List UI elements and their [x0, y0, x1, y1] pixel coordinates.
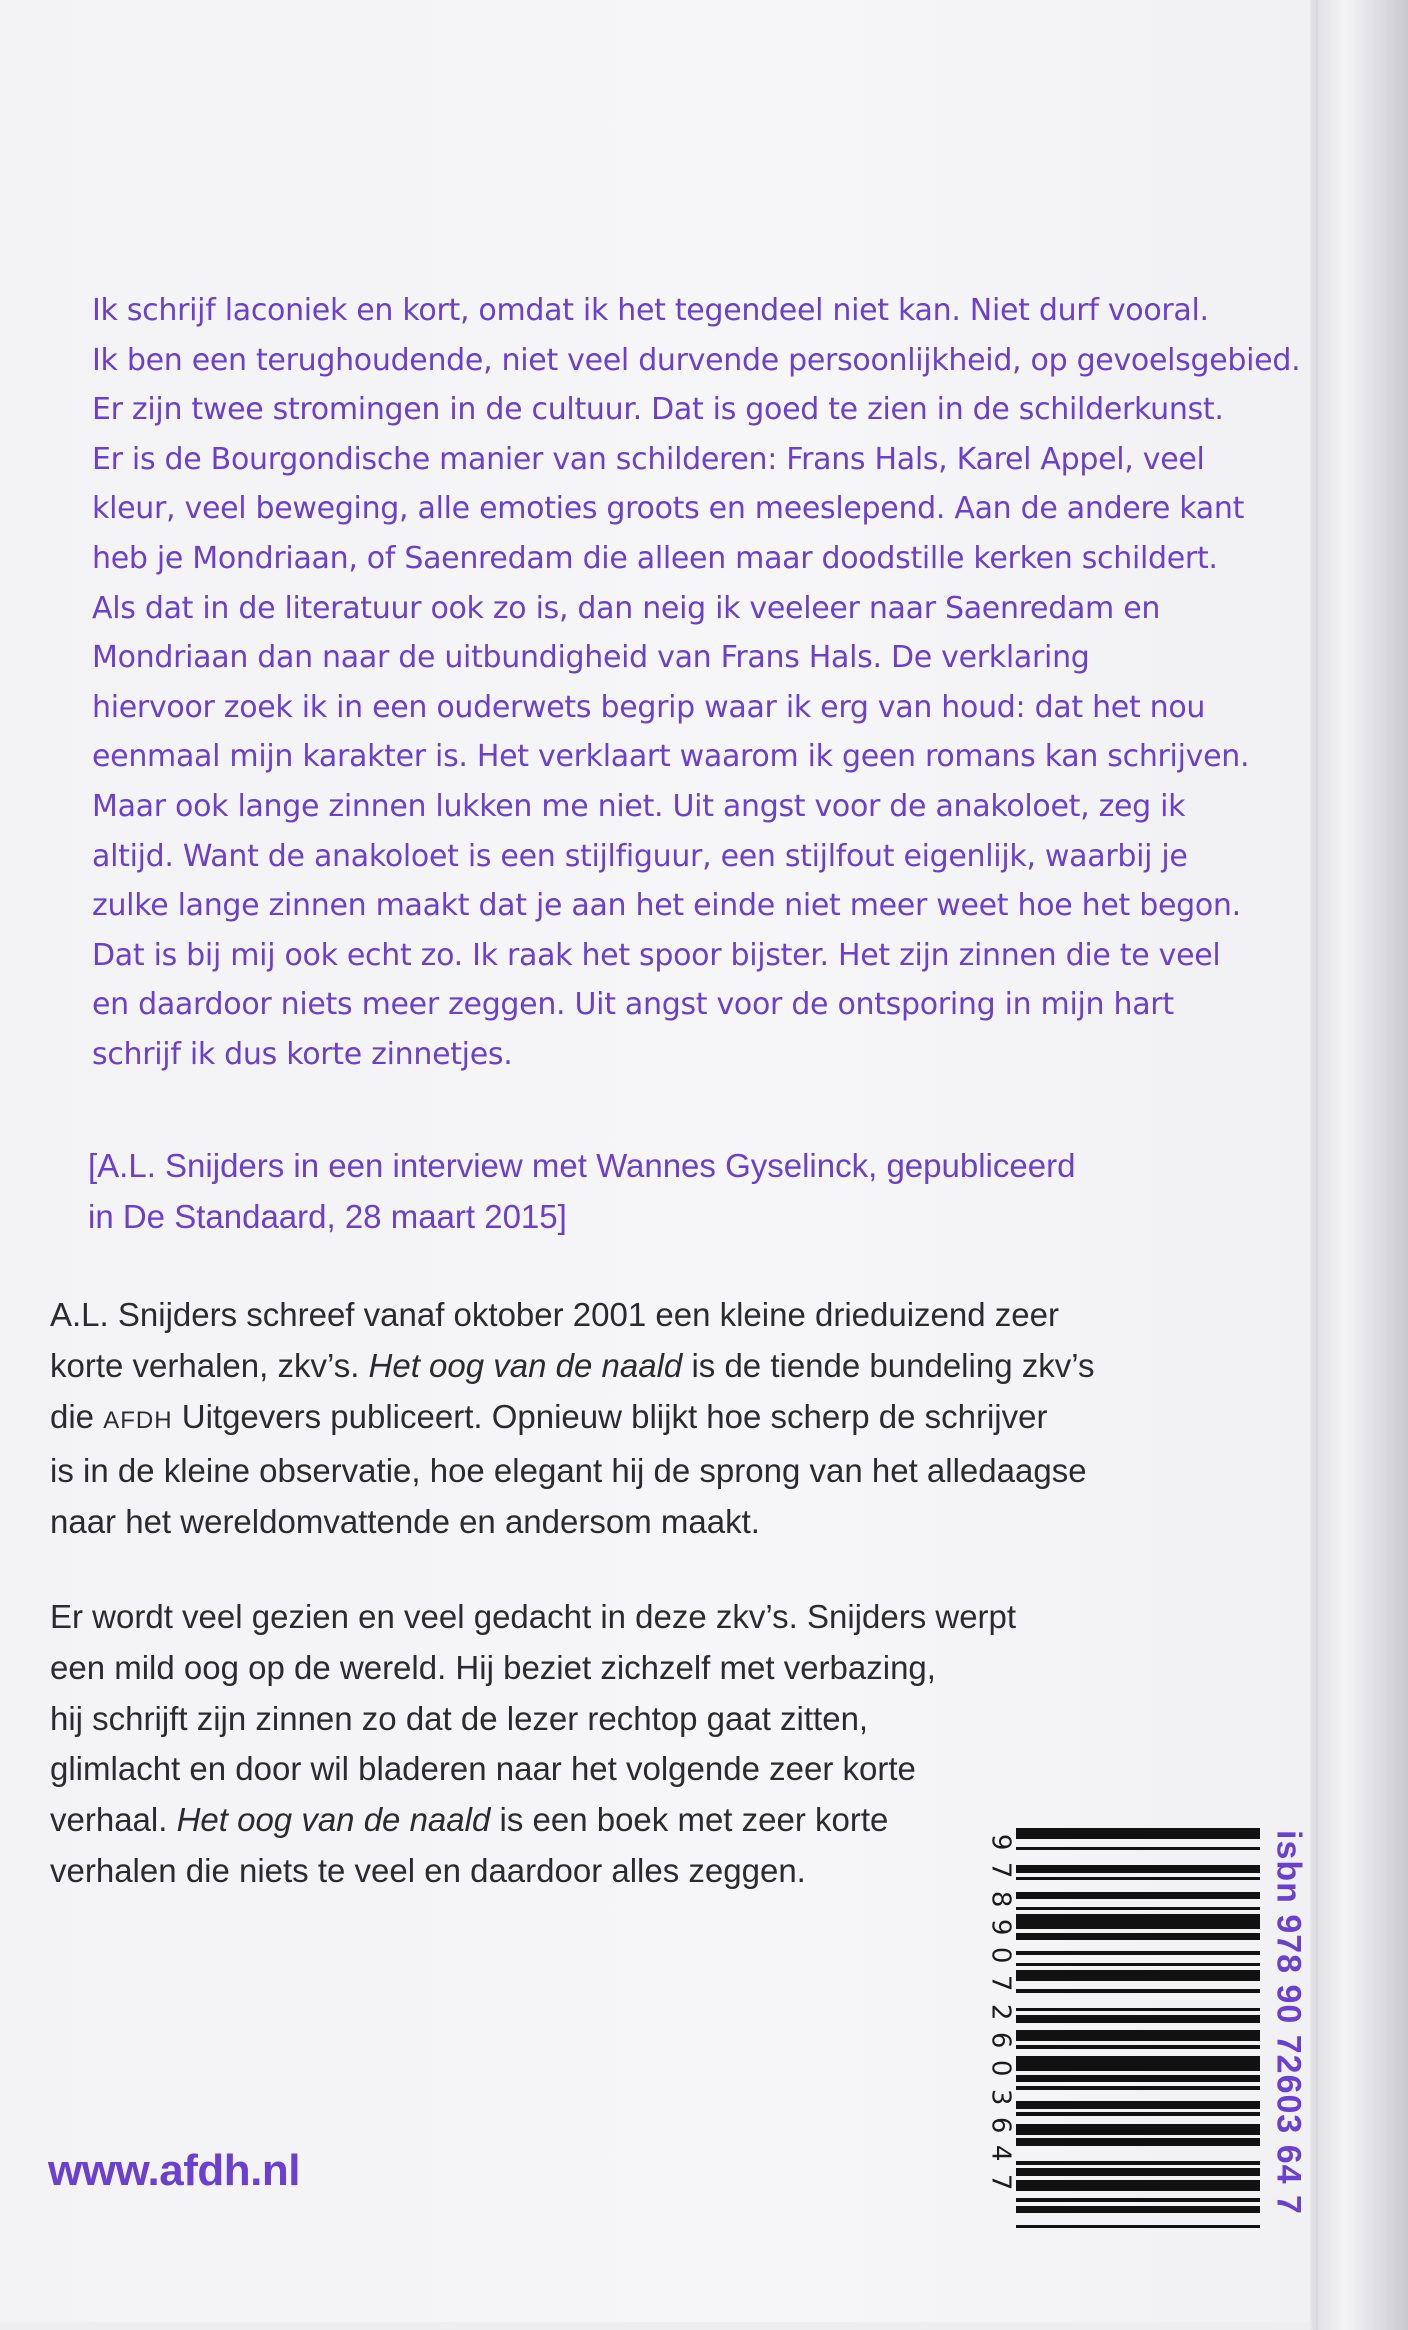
- barcode-bar: [1016, 1877, 1260, 1881]
- blurb-line: Er wordt veel gezien en veel gedacht in deze zkv’s. Snijders werpt: [50, 1598, 1017, 1635]
- quote-line: Maar ook lange zinnen lukken me niet. Uit angst voor de anakoloet, zeg ik: [92, 788, 1186, 824]
- attribution-line: in De Standaard, 28 maart 2015]: [88, 1198, 567, 1235]
- barcode-digit: 8: [985, 1890, 1016, 1908]
- quote-line: Er is de Bourgondische manier van schilderen: Frans Hals, Karel Appel, veel: [92, 441, 1205, 477]
- barcode-bar: [1016, 1865, 1260, 1872]
- barcode-bar: [1016, 2008, 1260, 2012]
- barcode-bar: [1016, 2206, 1260, 2213]
- barcode-digit: 9: [985, 1918, 1016, 1936]
- publisher-website[interactable]: www.afdh.nl: [48, 2146, 300, 2195]
- barcode-digit: 6: [985, 2116, 1016, 2134]
- quote-line: eenmaal mijn karakter is. Het verklaart waarom ik geen romans kan schrijven.: [92, 739, 1250, 775]
- quote-line: Mondriaan dan naar de uitbundigheid van Frans Hals. De verklaring: [92, 640, 1090, 676]
- blurb-line: naar het wereldomvattende en andersom maakt.: [50, 1503, 760, 1541]
- barcode-bar: [1016, 1933, 1260, 1940]
- barcode-bar: [1016, 2124, 1260, 2135]
- isbn-barcode: [980, 1820, 1270, 2240]
- quote-line: zulke lange zinnen maakt dat je aan het einde niet meer weet hoe het begon.: [92, 888, 1241, 924]
- barcode-digit: 0: [985, 1947, 1016, 1964]
- attribution-line: [A.L. Snijders in een interview met Wannes Gyselinck, gepubliceerd: [88, 1147, 1076, 1184]
- spine-fold: [1310, 0, 1318, 2330]
- barcode-bar: [1016, 2161, 1260, 2165]
- barcode-bar: [1016, 2168, 1260, 2175]
- quote-line: Er zijn twee stromingen in de cultuur. Dat is goed te zien in de schilderkunst.: [92, 392, 1224, 428]
- quote-line: schrijf ik dus korte zinnetjes.: [92, 1036, 513, 1072]
- barcode-bar: [1016, 1963, 1260, 1967]
- barcode-bar: [1016, 1828, 1260, 1839]
- barcode-bar: [1016, 2198, 1260, 2202]
- blurb-line: hij schrijft zijn zinnen zo dat de lezer rechtop gaat zitten,: [50, 1699, 869, 1737]
- barcode-digit: 4: [985, 2145, 1016, 2162]
- barcode-digit: 7: [985, 1862, 1016, 1879]
- barcode-bar: [1016, 1951, 1260, 1955]
- barcode-bar: [1016, 2030, 1260, 2041]
- blurb-line: glimlacht en door wil bladeren naar het volgende zeer korte: [50, 1750, 916, 1788]
- blurb-line: is in de kleine observatie, hoe elegant hij de sprong van het alledaagse: [50, 1452, 1087, 1490]
- quote-line: kleur, veel beweging, alle emoties groots en meeslepend. Aan de andere kant: [92, 491, 1245, 527]
- quote-line: hiervoor zoek ik in een ouderwets begrip waar ik erg van houd: dat het nou: [92, 689, 1206, 725]
- barcode-bar: [1016, 2138, 1260, 2145]
- blurb-text: die: [50, 1397, 95, 1435]
- barcode-bar: [1016, 2056, 1260, 2071]
- barcode-bar: [1016, 2086, 1260, 2090]
- barcode-digit: 3: [985, 2088, 1016, 2106]
- blurb-line: een mild oog op de wereld. Hij beziet zichzelf met verbazing,: [50, 1648, 936, 1686]
- blurb-line: A.L. Snijders schreef vanaf oktober 2001 een kleine drieduizend zeer: [50, 1296, 1059, 1333]
- blurb-line: [50, 1392, 1230, 1447]
- barcode-bar: [1016, 2045, 1260, 2049]
- blurb-text: verhaal.: [50, 1801, 168, 1839]
- spine-edge: [1318, 0, 1408, 2330]
- barcode-digit: 9: [985, 1833, 1016, 1851]
- isbn-label: isbn 978 90 72603 64 7: [1269, 1830, 1308, 2215]
- barcode-bar: [1016, 1989, 1260, 1993]
- barcode-bar: [1016, 1914, 1260, 1929]
- barcode-bar: [1016, 2180, 1260, 2191]
- quote-line: Dat is bij mij ook echt zo. Ik raak het spoor bijster. Het zijn zinnen die te veel: [92, 937, 1221, 973]
- barcode-bar: [1016, 1847, 1260, 1851]
- barcode-bar: [1016, 2112, 1260, 2116]
- quote-attribution: [88, 1140, 1198, 1242]
- book-title: Het oog van de naald: [176, 1801, 491, 1839]
- barcode-digit: 2: [985, 2003, 1016, 2021]
- isbn-number: [1263, 1830, 1313, 2230]
- barcode-bar: [1016, 1907, 1260, 1911]
- quote-line: Ik schrijf laconiek en kort, omdat ik het tegendeel niet kan. Niet durf vooral.: [92, 293, 1209, 328]
- barcode-bar: [1016, 2101, 1260, 2108]
- blurb-paragraph-1: [50, 1290, 1230, 1548]
- barcode-bar: [1016, 2075, 1260, 2082]
- barcode-bars: [1016, 1828, 1260, 2232]
- blurb-text: is de tiende bundeling zkv’s: [691, 1346, 1095, 1384]
- blurb-line: verhalen die niets te veel en daardoor alles zeggen.: [50, 1851, 806, 1889]
- barcode-digit: 7: [985, 1975, 1016, 1992]
- barcode-bar: [1016, 1970, 1260, 1981]
- barcode-bar: [1016, 1892, 1260, 1899]
- quote-line: en daardoor niets meer zeggen. Uit angst voor de ontsporing in mijn hart: [92, 987, 1174, 1023]
- quote-line: heb je Mondriaan, of Saenredam die alleen maar doodstille kerken schildert.: [92, 540, 1218, 576]
- publisher-name: AFDH: [103, 1406, 173, 1434]
- quote-line: Ik ben een terughoudende, niet veel durvende persoonlijkheid, op gevoelsgebied.: [92, 342, 1301, 378]
- blurb-text: is een boek met zeer korte: [499, 1801, 889, 1839]
- barcode-digit: 7: [985, 2173, 1016, 2190]
- blurb-line: [50, 1341, 1230, 1392]
- barcode-digit: 0: [985, 2060, 1016, 2077]
- book-title: Het oog van de naald: [368, 1346, 683, 1384]
- barcode-digits: [980, 1828, 1020, 2228]
- quote-line: Als dat in de literatuur ook zo is, dan neig ik veeleer naar Saenredam en: [92, 590, 1161, 626]
- author-quote: [92, 286, 1301, 1080]
- barcode-bar: [1016, 2015, 1260, 2022]
- quote-line: altijd. Want de anakoloet is een stijlfiguur, een stijlfout eigenlijk, waarbij je: [92, 838, 1188, 874]
- blurb-text: korte verhalen, zkv’s.: [50, 1346, 360, 1384]
- barcode-digit: 6: [985, 2031, 1016, 2049]
- blurb-text: Uitgevers publiceert. Opnieuw blijkt hoe scherp de schrijver: [181, 1397, 1048, 1435]
- barcode-bar: [1016, 2225, 1260, 2229]
